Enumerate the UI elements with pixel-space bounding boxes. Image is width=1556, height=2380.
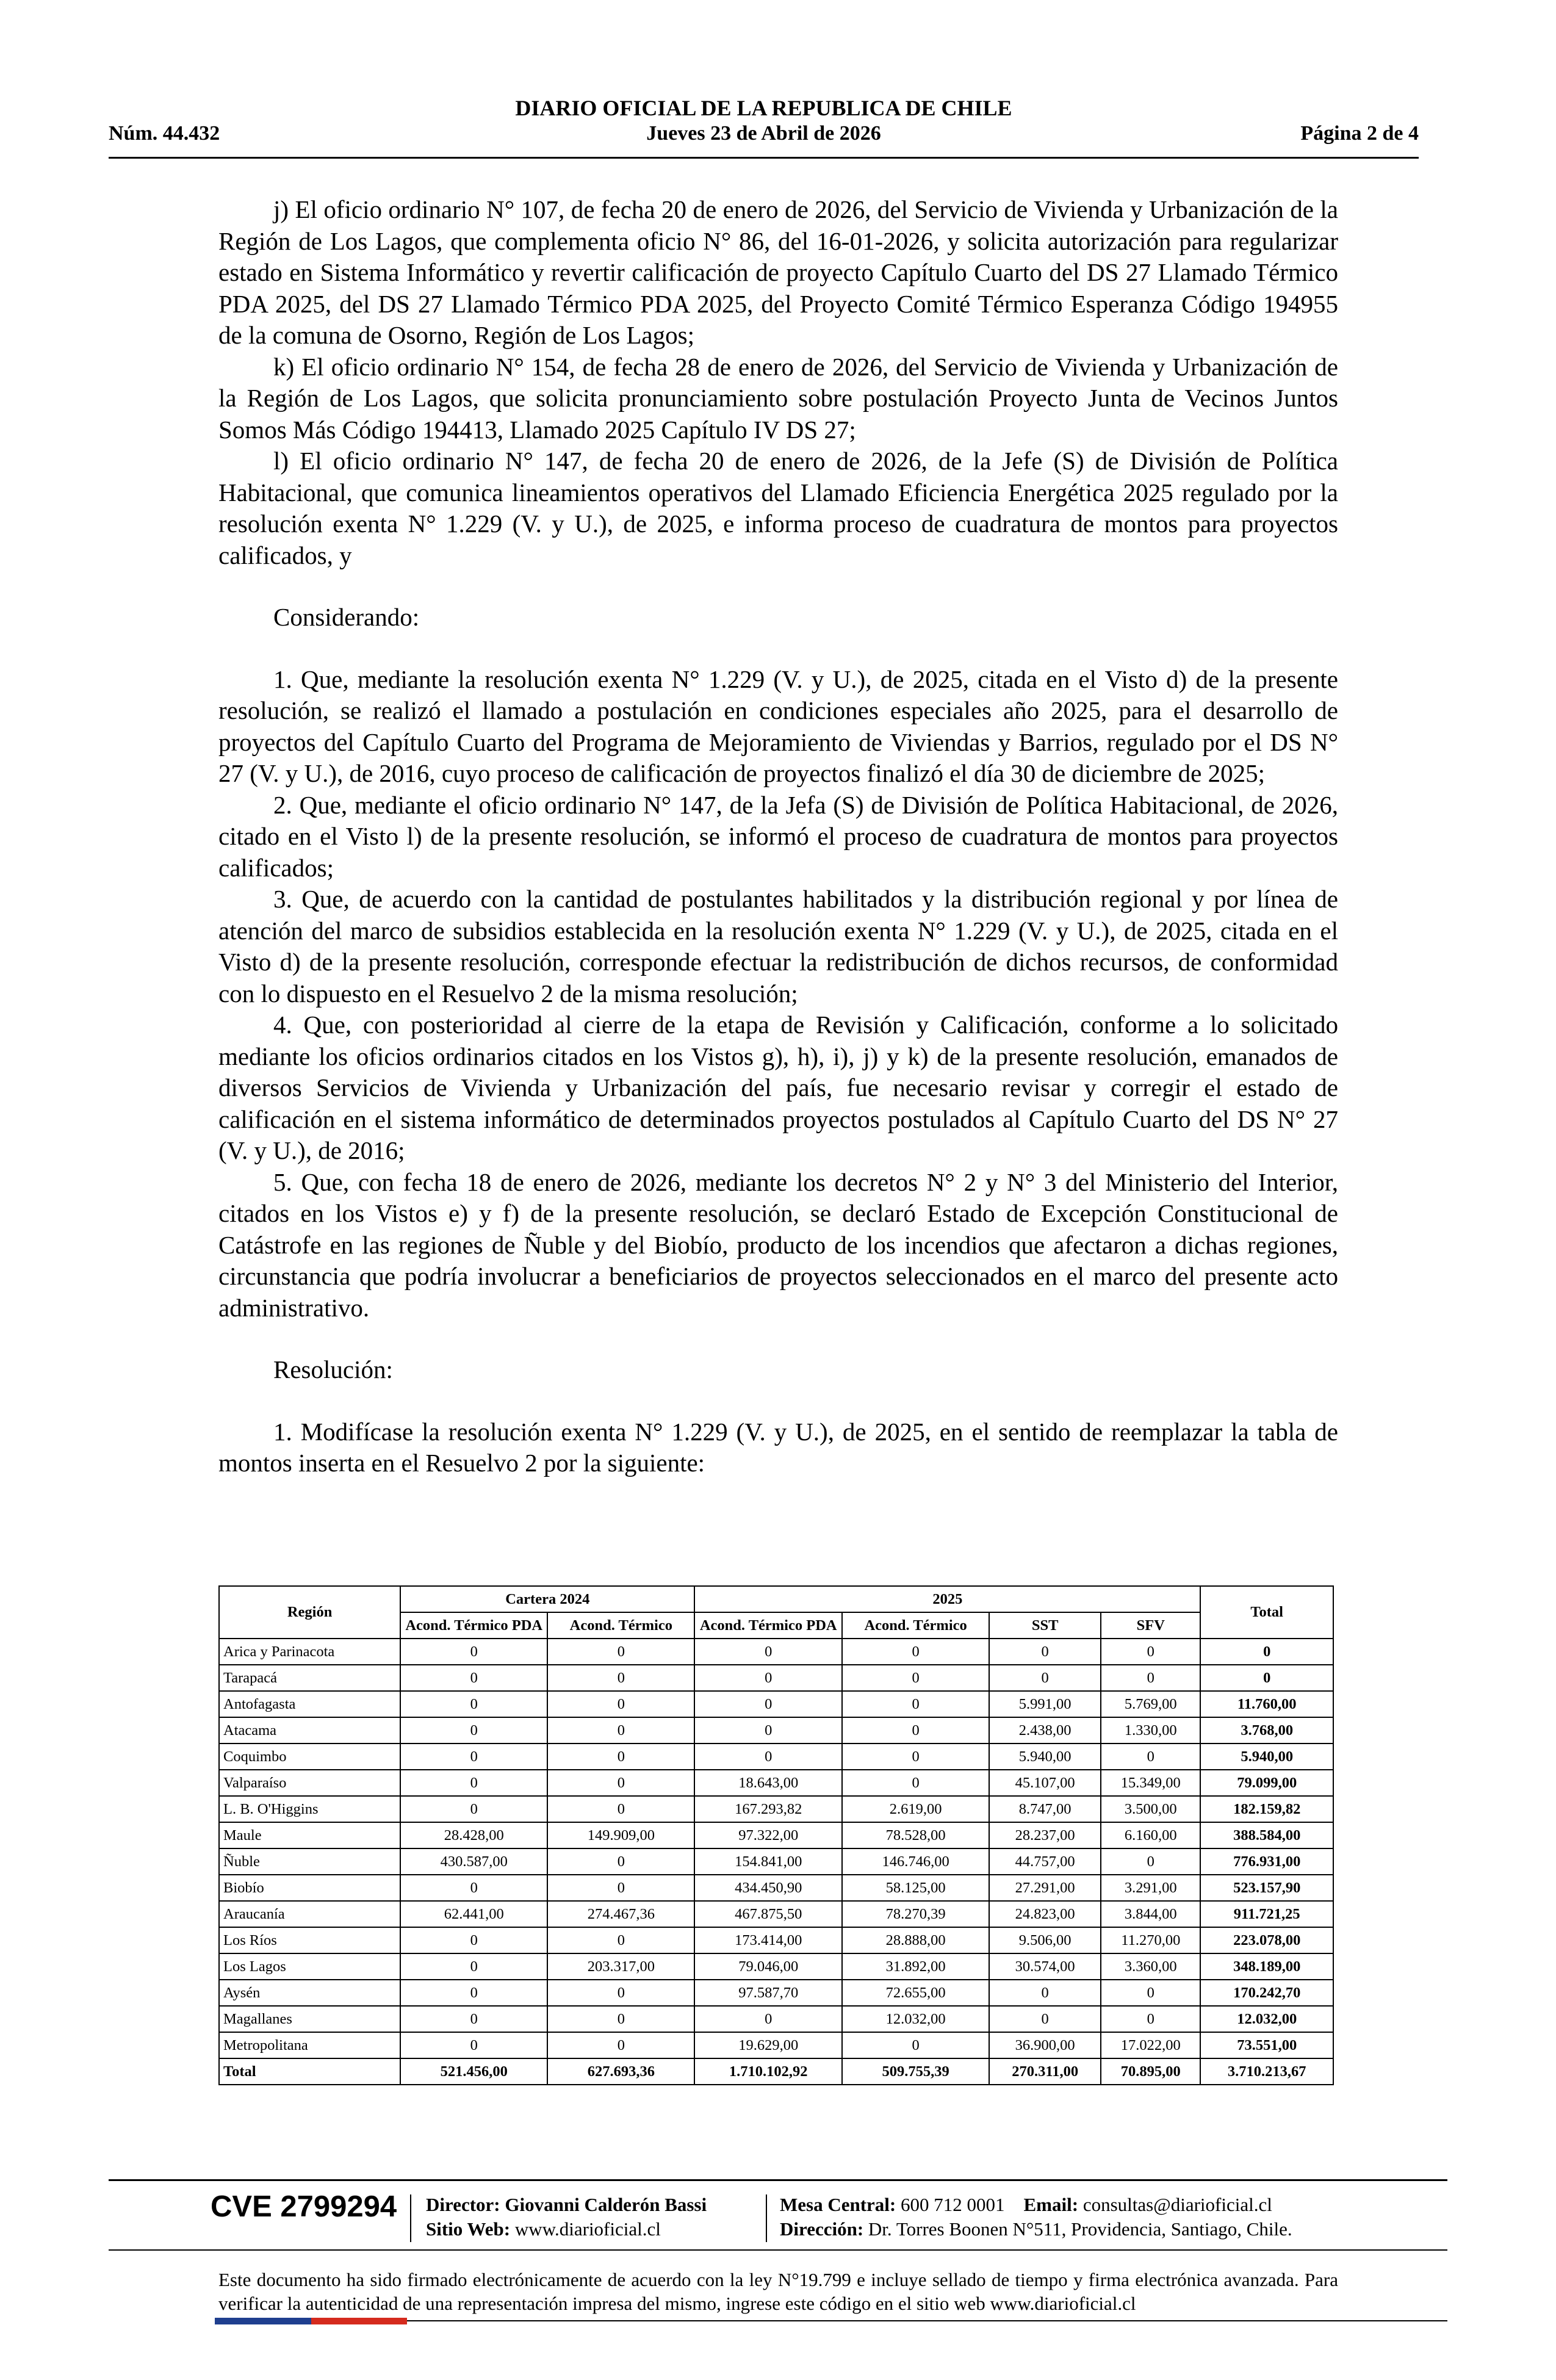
total-cell: 170.242,70 (1200, 1980, 1333, 2006)
signature-note: Este documento ha sido firmado electrónicamente de acuerdo con la ley N°19.799 e incluye sellado de tiempo y firma electrónica avanzada. Para verificar la autenticidad de una representación impresa del mismo, ingrese este código en el sitio web www.diarioficial.cl (218, 2269, 1338, 2314)
amount-cell: 78.528,00 (842, 1822, 989, 1848)
amount-cell: 78.270,39 (842, 1901, 989, 1927)
region-cell: Ñuble (219, 1848, 400, 1875)
total-cell: 223.078,00 (1200, 1927, 1333, 1953)
amount-cell: 146.746,00 (842, 1848, 989, 1875)
amount-cell: 12.032,00 (842, 2006, 989, 2032)
region-cell: Magallanes (219, 2006, 400, 2032)
footer-contact-block (780, 2193, 1292, 2241)
page-header (109, 92, 1419, 153)
amount-cell: 0 (400, 1691, 547, 1717)
total-cell: 3.768,00 (1200, 1717, 1333, 1744)
amount-cell: 149.909,00 (547, 1822, 694, 1848)
total-cell: 911.721,25 (1200, 1901, 1333, 1927)
mesa-value: 600 712 0001 (901, 2194, 1005, 2215)
footer-divider-bottom (407, 2320, 1447, 2321)
table-row (219, 1875, 1333, 1901)
publication-title: DIARIO OFICIAL DE LA REPUBLICA DE CHILE (515, 96, 1012, 120)
considerando-1: 1. Que, mediante la resolución exenta N° 1.229 (V. y U.), de 2025, citada en el Visto d) de la presente resolución, se realizó el llamado a postulación en condiciones especiales año 2025, para el desarrollo de proyectos del Capítulo Cuarto del Programa de Mejoramiento de Viviendas y Barrios, regulado por el DS N° 27 (V. y U.), de 2016, cuyo proceso de calificación de proyectos finalizó el día 30 de diciembre de 2025; (218, 665, 1338, 787)
amount-cell: 0 (547, 1770, 694, 1796)
table-row (219, 1639, 1333, 1665)
region-cell: Tarapacá (219, 1665, 400, 1691)
amount-cell: 0 (989, 1665, 1101, 1691)
header-cartera-2024: Cartera 2024 (400, 1586, 694, 1612)
considerando-heading: Considerando: (273, 603, 420, 631)
table-row (219, 1953, 1333, 1980)
issue-date: Jueves 23 de Abril de 2026 (646, 122, 881, 145)
amount-cell: 0 (694, 1744, 842, 1770)
amount-cell: 0 (842, 1717, 989, 1744)
amount-cell: 0 (842, 2032, 989, 2058)
amount-cell: 0 (1101, 1980, 1200, 2006)
website-link[interactable]: www.diarioficial.cl (514, 2218, 661, 2240)
amount-cell: 0 (842, 1639, 989, 1665)
amount-cell: 167.293,82 (694, 1796, 842, 1822)
amount-cell: 154.841,00 (694, 1848, 842, 1875)
amount-cell: 434.450,90 (694, 1875, 842, 1901)
amount-cell: 58.125,00 (842, 1875, 989, 1901)
amount-cell: 8.747,00 (989, 1796, 1101, 1822)
amount-cell: 97.322,00 (694, 1822, 842, 1848)
footer-divider-top (109, 2179, 1447, 2181)
amount-cell: 0 (400, 1796, 547, 1822)
total-cell: 79.099,00 (1200, 1770, 1333, 1796)
amount-cell: 0 (547, 1691, 694, 1717)
amount-cell: 173.414,00 (694, 1927, 842, 1953)
amount-cell: 5.940,00 (989, 1744, 1101, 1770)
amount-cell: 0 (547, 2032, 694, 2058)
amount-cell: 0 (989, 1980, 1101, 2006)
amount-cell: 0 (547, 1639, 694, 1665)
amount-cell: 203.317,00 (547, 1953, 694, 1980)
amount-cell: 15.349,00 (1101, 1770, 1200, 1796)
amount-cell: 0 (694, 2006, 842, 2032)
footer-separator (766, 2194, 767, 2242)
email-link[interactable]: consultas@diarioficial.cl (1082, 2194, 1272, 2215)
amount-cell: 274.467,36 (547, 1901, 694, 1927)
table-body (219, 1639, 1333, 2085)
region-cell: Metropolitana (219, 2032, 400, 2058)
amount-cell: 31.892,00 (842, 1953, 989, 1980)
amount-cell: 0 (694, 1717, 842, 1744)
header-divider (109, 157, 1419, 159)
footer-director-block (426, 2193, 707, 2241)
amount-cell: 0 (400, 1770, 547, 1796)
region-cell: Los Ríos (219, 1927, 400, 1953)
page-number: Página 2 de 4 (1300, 122, 1419, 145)
table-total-row (219, 2058, 1333, 2085)
amount-cell: 28.888,00 (842, 1927, 989, 1953)
table-row (219, 1901, 1333, 1927)
region-cell: Antofagasta (219, 1691, 400, 1717)
total-cell: 182.159,82 (1200, 1796, 1333, 1822)
visto-l: l) El oficio ordinario N° 147, de fecha 20 de enero de 2026, de la Jefe (S) de División de Política Habitacional, que comunica lineamientos operativos del Llamado Eficiencia Energética 2025 regulado por la resolución exenta N° 1.229 (V. y U.), de 2025, e informa proceso de cuadratura de montos para proyectos calificados, y (218, 447, 1338, 569)
amount-cell: 0 (547, 1980, 694, 2006)
visto-j: j) El oficio ordinario N° 107, de fecha 20 de enero de 2026, del Servicio de Vivienda y Urbanización de la Región de Los Lagos, que complementa oficio N° 86, del 16-01-2026, y solicita autorización para regularizar estado en Sistema Informático y revertir calificación de proyecto Capítulo Cuarto del DS 27 Llamado Térmico PDA 2025, del DS 27 Llamado Térmico PDA 2025, del Proyecto Comité Térmico Esperanza Código 194955 de la comuna de Osorno, Región de Los Lagos; (218, 195, 1338, 349)
amount-cell: 0 (842, 1665, 989, 1691)
region-cell: Aysén (219, 1980, 400, 2006)
region-cell: Araucanía (219, 1901, 400, 1927)
amount-cell: 5.769,00 (1101, 1691, 1200, 1717)
table-row (219, 1770, 1333, 1796)
website-label: Sitio Web: (426, 2218, 511, 2240)
amount-cell: 0 (400, 1927, 547, 1953)
amount-cell: 0 (547, 1796, 694, 1822)
flag-red-segment (311, 2318, 407, 2324)
total-cell: 348.189,00 (1200, 1953, 1333, 1980)
director-name: Giovanni Calderón Bassi (505, 2194, 707, 2215)
amount-cell: 3.360,00 (1101, 1953, 1200, 1980)
amount-cell: 45.107,00 (989, 1770, 1101, 1796)
amount-cell: 24.823,00 (989, 1901, 1101, 1927)
region-cell: Coquimbo (219, 1744, 400, 1770)
total-cell: 5.940,00 (1200, 1744, 1333, 1770)
amount-cell: 19.629,00 (694, 2032, 842, 2058)
table-row (219, 1744, 1333, 1770)
amount-cell: 0 (694, 1665, 842, 1691)
amount-cell: 0 (400, 1980, 547, 2006)
header-sfv: SFV (1101, 1612, 1200, 1639)
amount-cell: 0 (547, 1717, 694, 1744)
amount-cell: 3.291,00 (1101, 1875, 1200, 1901)
header-termico-2025: Acond. Térmico (842, 1612, 989, 1639)
amount-cell: 521.456,00 (400, 2058, 547, 2085)
header-total: Total (1200, 1586, 1333, 1639)
region-cell: L. B. O'Higgins (219, 1796, 400, 1822)
amount-cell: 0 (1101, 2006, 1200, 2032)
table-row (219, 1980, 1333, 2006)
flag-blue-segment (215, 2318, 311, 2324)
amount-cell: 0 (842, 1744, 989, 1770)
amount-cell: 0 (694, 1691, 842, 1717)
amount-cell: 3.844,00 (1101, 1901, 1200, 1927)
amount-cell: 72.655,00 (842, 1980, 989, 2006)
region-cell: Arica y Parinacota (219, 1639, 400, 1665)
amount-cell: 27.291,00 (989, 1875, 1101, 1901)
amount-cell: 0 (400, 1744, 547, 1770)
table-row (219, 2032, 1333, 2058)
region-cell: Maule (219, 1822, 400, 1848)
header-termico-2024: Acond. Térmico (547, 1612, 694, 1639)
amount-cell: 0 (547, 1848, 694, 1875)
table-row (219, 1717, 1333, 1744)
email-label: Email: (1023, 2194, 1079, 2215)
region-cell: Biobío (219, 1875, 400, 1901)
amount-cell: 0 (400, 1639, 547, 1665)
cve-code: CVE 2799294 (211, 2190, 397, 2223)
table-row (219, 1848, 1333, 1875)
amount-cell: 44.757,00 (989, 1848, 1101, 1875)
mesa-label: Mesa Central: (780, 2194, 896, 2215)
amount-cell: 9.506,00 (989, 1927, 1101, 1953)
amount-cell: 627.693,36 (547, 2058, 694, 2085)
region-cell: Los Lagos (219, 1953, 400, 1980)
amount-cell: 30.574,00 (989, 1953, 1101, 1980)
amount-cell: 5.991,00 (989, 1691, 1101, 1717)
amount-cell: 2.619,00 (842, 1796, 989, 1822)
amount-cell: 28.237,00 (989, 1822, 1101, 1848)
header-pda-2024: Acond. Térmico PDA (400, 1612, 547, 1639)
amounts-table (218, 1585, 1334, 2085)
amount-cell: 17.022,00 (1101, 2032, 1200, 2058)
amount-cell: 0 (1101, 1639, 1200, 1665)
amount-cell: 62.441,00 (400, 1901, 547, 1927)
region-cell: Atacama (219, 1717, 400, 1744)
total-cell: 0 (1200, 1665, 1333, 1691)
amount-cell: 28.428,00 (400, 1822, 547, 1848)
amounts-table-wrapper (218, 1585, 1334, 2085)
amount-cell: 6.160,00 (1101, 1822, 1200, 1848)
document-body (218, 194, 1338, 1479)
total-cell: 73.551,00 (1200, 2032, 1333, 2058)
considerando-4: 4. Que, con posterioridad al cierre de la etapa de Revisión y Calificación, conforme a lo solicitado mediante los oficios ordinarios citados en los Vistos g), h), i), j) y k) de la presente resolución, emanados de diversos Servicios de Vivienda y Urbanización del país, fue necesario revisar y corregir el estado de calificación en el sistema informático de determinados proyectos postulados al Capítulo Cuarto del DS N° 27 (V. y U.), de 2016; (218, 1011, 1338, 1164)
footer-divider-middle (109, 2249, 1447, 2251)
table-row (219, 1822, 1333, 1848)
amount-cell: 270.311,00 (989, 2058, 1101, 2085)
amount-cell: 0 (400, 2006, 547, 2032)
visto-k: k) El oficio ordinario N° 154, de fecha 28 de enero de 2026, del Servicio de Vivienda y Urbanización de la Región de Los Lagos, que solicita pronunciamiento sobre postulación Proyecto Junta de Vecinos Juntos Somos Más Código 194413, Llamado 2025 Capítulo IV DS 27; (218, 352, 1338, 444)
considerando-5: 5. Que, con fecha 18 de enero de 2026, mediante los decretos N° 2 y N° 3 del Ministerio del Interior, citados en los Vistos e) y f) de la presente resolución, se declaró Estado de Excepción Constitucional de Catástrofe en las regiones de Ñuble y del Biobío, producto de los incendios que afectaron a dichas regiones, circunstancia que podría involucrar a beneficiarios de proyectos seleccionados en el marco del presente acto administrativo. (218, 1167, 1338, 1322)
table-row (219, 1665, 1333, 1691)
considerando-2: 2. Que, mediante el oficio ordinario N° 147, de la Jefa (S) de División de Política Habitacional, de 2026, citado en el Visto l) de la presente resolución, se informó el proceso de cuadratura de montos para proyectos calificados; (218, 790, 1338, 882)
amount-cell: 0 (400, 1875, 547, 1901)
flag-stripe (215, 2318, 407, 2324)
amount-cell: 0 (1101, 1665, 1200, 1691)
amount-cell: 3.500,00 (1101, 1796, 1200, 1822)
amount-cell: 18.643,00 (694, 1770, 842, 1796)
total-cell: 523.157,90 (1200, 1875, 1333, 1901)
amount-cell: 79.046,00 (694, 1953, 842, 1980)
total-cell: 3.710.213,67 (1200, 2058, 1333, 2085)
amount-cell: 1.330,00 (1101, 1717, 1200, 1744)
region-cell: Valparaíso (219, 1770, 400, 1796)
header-sst: SST (989, 1612, 1101, 1639)
amount-cell: 97.587,70 (694, 1980, 842, 2006)
issue-number: Núm. 44.432 (109, 122, 220, 145)
total-cell: 12.032,00 (1200, 2006, 1333, 2032)
amount-cell: 430.587,00 (400, 1848, 547, 1875)
director-label: Director: (426, 2194, 500, 2215)
amount-cell: 0 (1101, 1848, 1200, 1875)
amount-cell: 509.755,39 (842, 2058, 989, 2085)
address-value: Dr. Torres Boonen N°511, Providencia, Santiago, Chile. (868, 2218, 1292, 2240)
header-pda-2025: Acond. Térmico PDA (694, 1612, 842, 1639)
amount-cell: 0 (400, 1665, 547, 1691)
amount-cell: 0 (842, 1691, 989, 1717)
amount-cell: 2.438,00 (989, 1717, 1101, 1744)
amount-cell: 467.875,50 (694, 1901, 842, 1927)
total-cell: 776.931,00 (1200, 1848, 1333, 1875)
total-cell: 388.584,00 (1200, 1822, 1333, 1848)
amount-cell: 0 (547, 1744, 694, 1770)
amount-cell: 0 (1101, 1744, 1200, 1770)
amount-cell: 0 (694, 1639, 842, 1665)
amount-cell: 70.895,00 (1101, 2058, 1200, 2085)
header-2025: 2025 (694, 1586, 1200, 1612)
amount-cell: 0 (989, 2006, 1101, 2032)
amount-cell: 0 (547, 1665, 694, 1691)
amount-cell: 0 (989, 1639, 1101, 1665)
amount-cell: 0 (547, 1927, 694, 1953)
amount-cell: 0 (547, 2006, 694, 2032)
address-label: Dirección: (780, 2218, 864, 2240)
amount-cell: 0 (400, 2032, 547, 2058)
table-row (219, 1927, 1333, 1953)
resolucion-heading: Resolución: (273, 1355, 393, 1383)
region-cell: Total (219, 2058, 400, 2085)
table-row (219, 1691, 1333, 1717)
amount-cell: 36.900,00 (989, 2032, 1101, 2058)
header-region: Región (219, 1586, 400, 1639)
amount-cell: 11.270,00 (1101, 1927, 1200, 1953)
amount-cell: 1.710.102,92 (694, 2058, 842, 2085)
footer-separator (410, 2194, 411, 2242)
total-cell: 0 (1200, 1639, 1333, 1665)
total-cell: 11.760,00 (1200, 1691, 1333, 1717)
amount-cell: 0 (547, 1875, 694, 1901)
table-row (219, 1796, 1333, 1822)
considerando-3: 3. Que, de acuerdo con la cantidad de postulantes habilitados y la distribución regional y por línea de atención del marco de subsidios establecida en la resolución exenta N° 1.229 (V. y U.), de 2025, citada en el Visto d) de la presente resolución, corresponde efectuar la redistribución de dichos recursos, de conformidad con lo dispuesto en el Resuelvo 2 de la misma resolución; (218, 885, 1338, 1008)
amount-cell: 0 (400, 1953, 547, 1980)
amount-cell: 0 (842, 1770, 989, 1796)
table-row (219, 2006, 1333, 2032)
amount-cell: 0 (400, 1717, 547, 1744)
resuelvo-1: 1. Modifícase la resolución exenta N° 1.229 (V. y U.), de 2025, en el sentido de reemplazar la tabla de montos inserta en el Resuelvo 2 por la siguiente: (218, 1417, 1338, 1477)
